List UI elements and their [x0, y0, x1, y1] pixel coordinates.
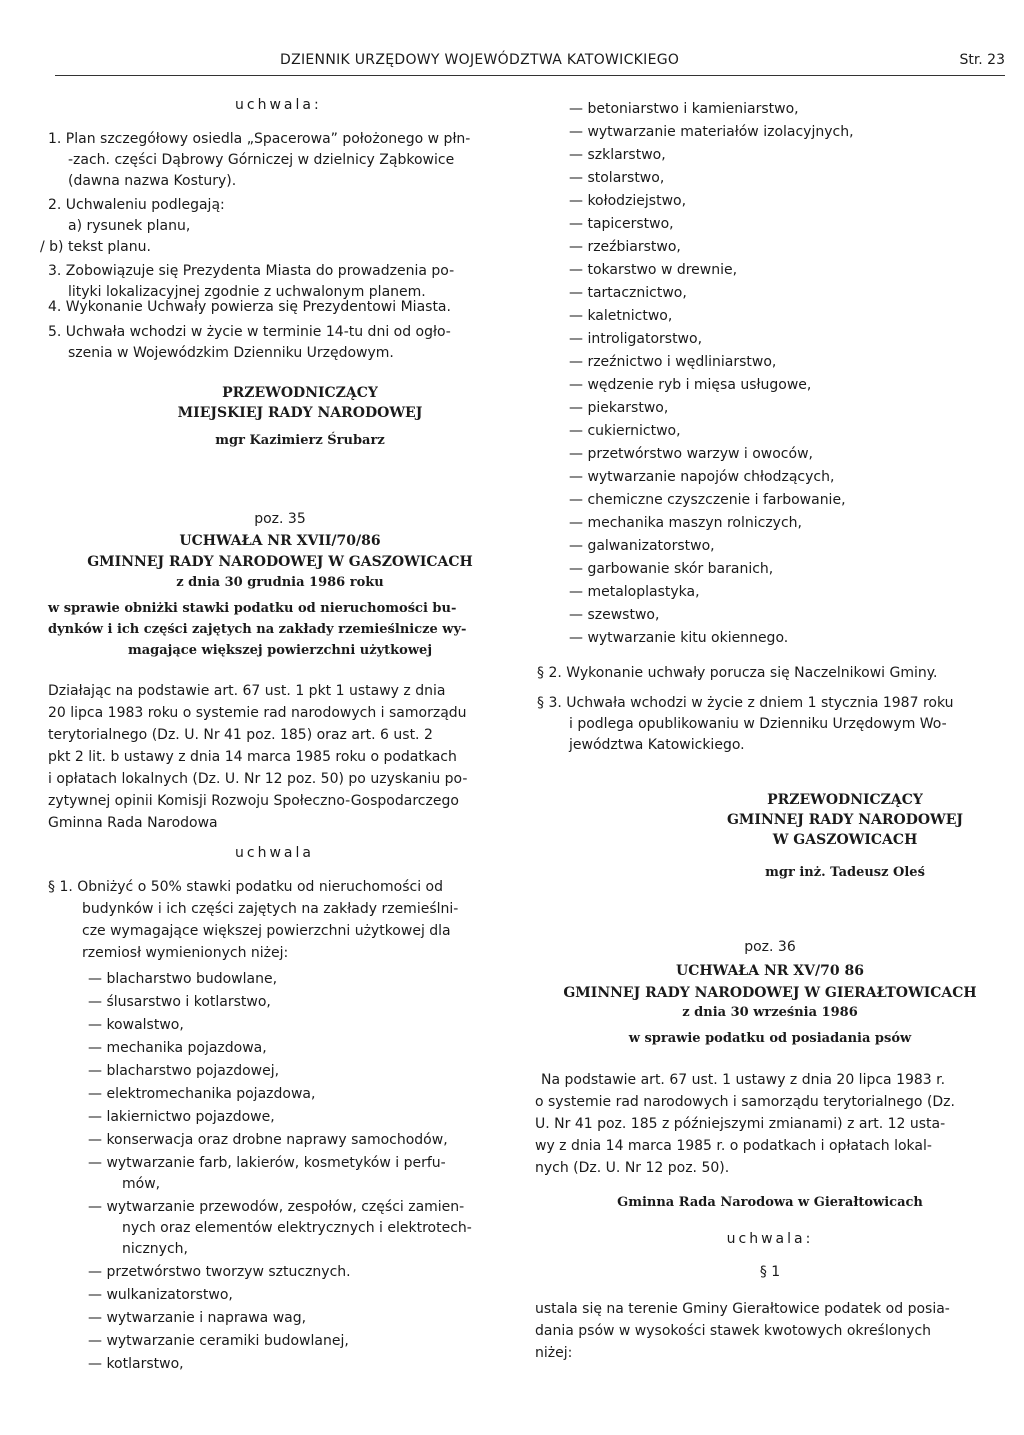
- basis-36-line-3: U. Nr 41 poz. 185 z późniejszymi zmianami) z art. 12 usta-: [535, 1116, 946, 1132]
- paragraph-1-heading: § 1: [759, 1264, 781, 1280]
- list-item-continued: mów,: [122, 1176, 161, 1192]
- signature-1-title: PRZEWODNICZĄCY: [222, 385, 378, 401]
- paragraph-1-line-4: rzemiosł wymienionych niżej:: [82, 945, 289, 961]
- signature-2-body: GMINNEJ RADY NARODOWEJ: [726, 812, 964, 828]
- final-line-2: dania psów w wysokości stawek kwotowych określonych: [535, 1323, 932, 1339]
- item-1-line-2: -zach. części Dąbrowy Górniczej w dzielnicy Ząbkowice: [68, 152, 455, 168]
- item-1-line-1: 1. Plan szczegółowy osiedla „Spacerowa” położonego w płn-: [48, 131, 471, 147]
- resolution-35-title: UCHWAŁA NR XVII/70/86: [179, 533, 381, 549]
- item-5-line-1: 5. Uchwała wchodzi w życie w terminie 14-tu dni od ogło-: [48, 324, 451, 340]
- item-2-line-2: a) rysunek planu,: [68, 218, 191, 234]
- list-item-continued: nicznych,: [122, 1241, 188, 1257]
- paragraph-3-line-1: § 3. Uchwała wchodzi w życie z dniem 1 stycznia 1987 roku: [537, 695, 954, 711]
- list-item: — kotlarstwo,: [88, 1356, 184, 1372]
- list-item-continued: nych oraz elementów elektrycznych i elektrotech-: [122, 1220, 472, 1236]
- list-item: — przetwórstwo tworzyw sztucznych.: [88, 1264, 351, 1280]
- journal-title: DZIENNIK URZĘDOWY WOJEWÓDZTWA KATOWICKIEGO: [280, 52, 680, 68]
- uchwala-heading-2: uchwala: [235, 845, 314, 861]
- list-item: — cukiernictwo,: [569, 423, 681, 439]
- final-line-1: ustala się na terenie Gminy Gierałtowice podatek od posia-: [535, 1301, 950, 1317]
- basis-36-line-1: Na podstawie art. 67 ust. 1 ustawy z dnia 20 lipca 1983 r.: [541, 1072, 946, 1088]
- basis-36-line-4: wy z dnia 14 marca 1985 r. o podatkach i opłatach lokal-: [535, 1138, 932, 1154]
- list-item: — stolarstwo,: [569, 170, 665, 186]
- resolution-36-date: z dnia 30 września 1986: [682, 1005, 858, 1020]
- poz-36: poz. 36: [744, 939, 796, 955]
- page-header: [55, 46, 1005, 76]
- resolution-36-body: GMINNEJ RADY NARODOWEJ W GIERAŁTOWICACH: [563, 985, 977, 1001]
- list-item: — blacharstwo pojazdowej,: [88, 1063, 280, 1079]
- signature-1-name: mgr Kazimierz Śrubarz: [215, 433, 385, 448]
- paragraph-3-line-3: jewództwa Katowickiego.: [569, 737, 745, 753]
- final-line-3: niżej:: [535, 1345, 573, 1361]
- basis-line-1: Działając na podstawie art. 67 ust. 1 pkt 1 ustawy z dnia: [48, 683, 446, 699]
- list-item: — tapicerstwo,: [569, 216, 674, 232]
- resolution-35-body: GMINNEJ RADY NARODOWEJ W GASZOWICACH: [87, 554, 473, 570]
- list-item: — szklarstwo,: [569, 147, 666, 163]
- list-item: — blacharstwo budowlane,: [88, 971, 278, 987]
- resolution-36-title: UCHWAŁA NR XV/70 86: [676, 963, 864, 979]
- paragraph-1-line-2: budynków i ich części zajętych na zakłady rzemieślni-: [82, 901, 459, 917]
- resolution-35-subject-2: dynków i ich części zajętych na zakłady rzemieślnicze wy-: [48, 622, 467, 637]
- uchwala-heading-3: uchwala:: [726, 1231, 814, 1247]
- item-3-line-1: 3. Zobowiązuje się Prezydenta Miasta do prowadzenia po-: [48, 263, 455, 279]
- list-item: — wytwarzanie przewodów, zespołów, części zamien-: [88, 1199, 465, 1215]
- header-rule: [55, 75, 1005, 76]
- list-item: — galwanizatorstwo,: [569, 538, 715, 554]
- list-item: — konserwacja oraz drobne naprawy samochodów,: [88, 1132, 448, 1148]
- list-item: — elektromechanika pojazdowa,: [88, 1086, 316, 1102]
- list-item: — metaloplastyka,: [569, 584, 700, 600]
- item-5-line-2: szenia w Wojewódzkim Dzienniku Urzędowym.: [68, 345, 394, 361]
- list-item: — kaletnictwo,: [569, 308, 673, 324]
- council-name: Gminna Rada Narodowa w Gierałtowicach: [617, 1195, 923, 1210]
- list-item: — tartacznictwo,: [569, 285, 687, 301]
- list-item: — introligatorstwo,: [569, 331, 703, 347]
- resolution-35-date: z dnia 30 grudnia 1986 roku: [176, 575, 384, 590]
- item-3-line-2: lityki lokalizacyjnej zgodnie z uchwalonym planem.: [68, 284, 426, 300]
- item-2-line-1: 2. Uchwaleniu podlegają:: [48, 197, 225, 213]
- list-item: — mechanika maszyn rolniczych,: [569, 515, 802, 531]
- list-item: — lakiernictwo pojazdowe,: [88, 1109, 275, 1125]
- list-item: — wędzenie ryb i mięsa usługowe,: [569, 377, 812, 393]
- list-item: — wulkanizatorstwo,: [88, 1287, 233, 1303]
- basis-line-2: 20 lipca 1983 roku o systemie rad narodowych i samorządu: [48, 705, 467, 721]
- paragraph-3-line-2: i podlega opublikowaniu w Dzienniku Urzędowym Wo-: [569, 716, 947, 732]
- poz-35: poz. 35: [254, 511, 306, 527]
- list-item: — mechanika pojazdowa,: [88, 1040, 267, 1056]
- basis-line-4: pkt 2 lit. b ustawy z dnia 14 marca 1985 roku o podatkach: [48, 749, 457, 765]
- basis-line-7: Gminna Rada Narodowa: [48, 815, 218, 831]
- signature-2-name: mgr inż. Tadeusz Oleś: [765, 865, 925, 880]
- basis-line-6: zytywnej opinii Komisji Rozwoju Społeczno-Gospodarczego: [48, 793, 459, 809]
- basis-36-line-5: nych (Dz. U. Nr 12 poz. 50).: [535, 1160, 730, 1176]
- paragraph-1-line-3: cze wymagające większej powierzchni użytkowej dla: [82, 923, 451, 939]
- list-item: — rzeźbiarstwo,: [569, 239, 681, 255]
- list-item: — wytwarzanie ceramiki budowlanej,: [88, 1333, 349, 1349]
- item-1-line-3: (dawna nazwa Kostury).: [68, 173, 237, 189]
- item-2-line-3: / b) tekst planu.: [40, 239, 151, 255]
- list-item: — wytwarzanie farb, lakierów, kosmetyków i perfu-: [88, 1155, 446, 1171]
- list-item: — betoniarstwo i kamieniarstwo,: [569, 101, 799, 117]
- signature-1-body: MIEJSKIEJ RADY NARODOWEJ: [177, 405, 423, 421]
- item-4: 4. Wykonanie Uchwały powierza się Prezydentowi Miasta.: [48, 299, 451, 315]
- uchwala-heading: uchwala:: [235, 97, 322, 113]
- basis-line-3: terytorialnego (Dz. U. Nr 41 poz. 185) oraz art. 6 ust. 2: [48, 727, 433, 743]
- list-item: — wytwarzanie kitu okiennego.: [569, 630, 789, 646]
- list-item: — kowalstwo,: [88, 1017, 184, 1033]
- list-item: — rzeźnictwo i wędliniarstwo,: [569, 354, 777, 370]
- list-item: — kołodziejstwo,: [569, 193, 687, 209]
- list-item: — garbowanie skór baranich,: [569, 561, 774, 577]
- basis-36-line-2: o systemie rad narodowych i samorządu terytorialnego (Dz.: [535, 1094, 955, 1110]
- list-item: — chemiczne czyszczenie i farbowanie,: [569, 492, 846, 508]
- resolution-36-subject: w sprawie podatku od posiadania psów: [628, 1031, 912, 1046]
- paragraph-1-line-1: § 1. Obniżyć o 50% stawki podatku od nieruchomości od: [48, 879, 443, 895]
- list-item: — wytwarzanie i naprawa wag,: [88, 1310, 307, 1326]
- list-item: — przetwórstwo warzyw i owoców,: [569, 446, 813, 462]
- basis-line-5: i opłatach lokalnych (Dz. U. Nr 12 poz. 50) po uzyskaniu po-: [48, 771, 468, 787]
- list-item: — wytwarzanie materiałów izolacyjnych,: [569, 124, 854, 140]
- signature-2-title: PRZEWODNICZĄCY: [767, 792, 923, 808]
- list-item: — wytwarzanie napojów chłodzących,: [569, 469, 835, 485]
- paragraph-2: § 2. Wykonanie uchwały porucza się Naczelnikowi Gminy.: [537, 665, 938, 681]
- list-item: — piekarstwo,: [569, 400, 669, 416]
- resolution-35-subject-1: w sprawie obniżki stawki podatku od nieruchomości bu-: [48, 601, 457, 616]
- list-item: — szewstwo,: [569, 607, 660, 623]
- page-number: Str. 23: [959, 52, 1005, 68]
- signature-2-place: W GASZOWICACH: [772, 832, 918, 848]
- list-item: — tokarstwo w drewnie,: [569, 262, 738, 278]
- list-item: — ślusarstwo i kotlarstwo,: [88, 994, 271, 1010]
- resolution-35-subject-3: magające większej powierzchni użytkowej: [127, 643, 433, 658]
